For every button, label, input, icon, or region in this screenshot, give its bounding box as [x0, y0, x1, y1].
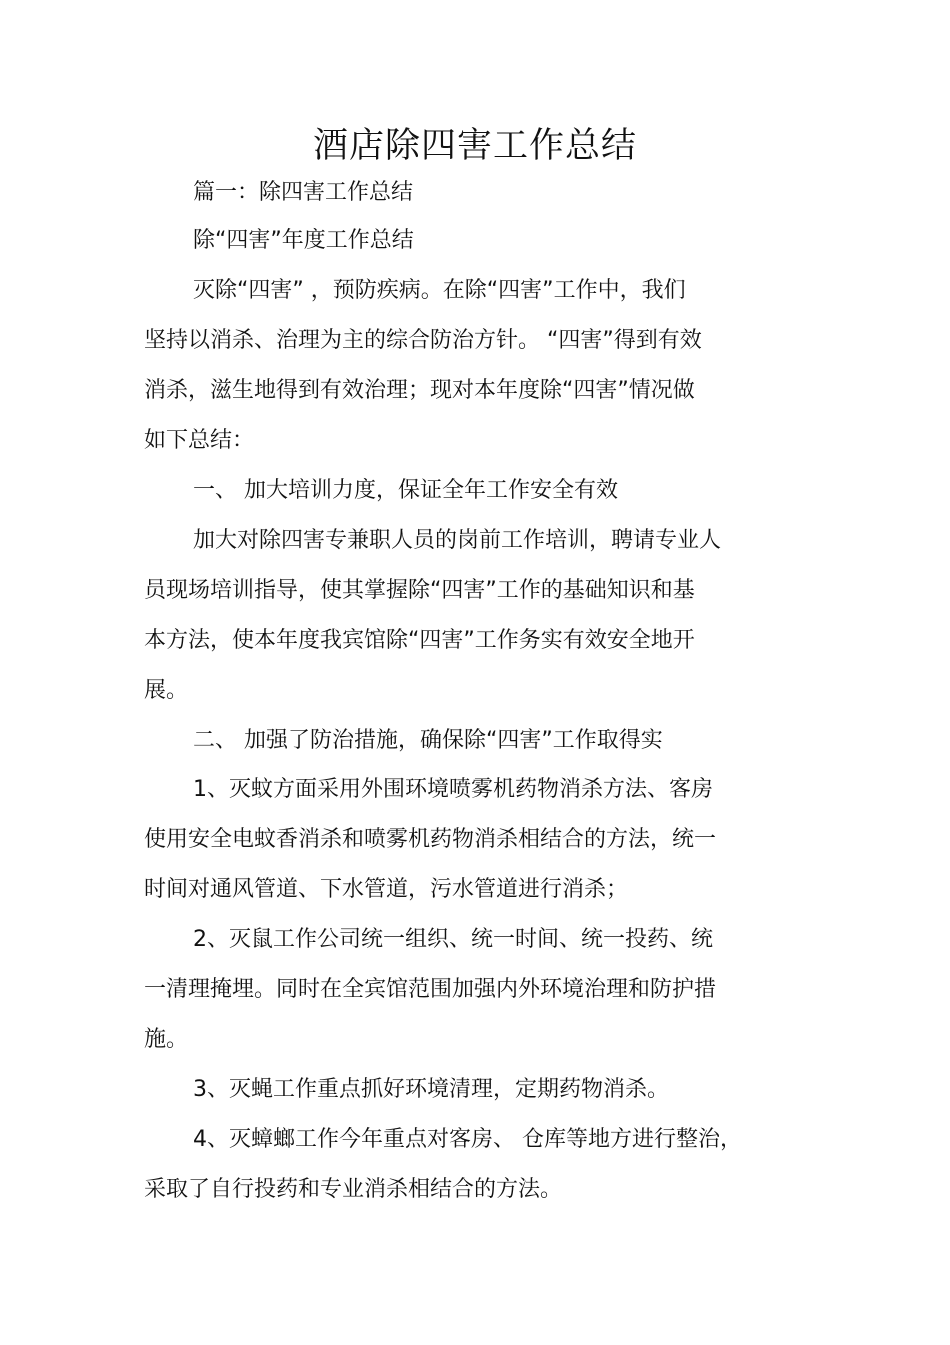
paragraph-line: 展。: [144, 678, 189, 703]
paragraph-line: 使用安全电蚊香消杀和喷雾机药物消杀相结合的方法，统一: [144, 827, 717, 852]
list-item-line: 3、灭蝇工作重点抓好环境清理，定期药物消杀。: [193, 1077, 669, 1102]
paragraph-line: 一清理掩埋。同时在全宾馆范围加强内外环境治理和防护措: [144, 977, 717, 1002]
paragraph-line: 坚持以消杀、治理为主的综合防治方针。 “四害”得到有效: [144, 328, 702, 353]
paragraph-line: 灭除“四害” ，预防疾病。在除“四害”工作中，我们: [193, 278, 686, 303]
paragraph-line: 如下总结：: [144, 428, 255, 453]
list-item-line: 1、灭蚊方面采用外围环境喷雾机药物消杀方法、客房: [193, 777, 713, 802]
subtitle-annual-summary: 除“四害”年度工作总结: [193, 228, 414, 253]
section-heading-part-one: 篇一：除四害工作总结: [193, 180, 414, 205]
list-item-line: 2、灭鼠工作公司统一组织、统一时间、统一投药、统: [193, 927, 713, 952]
paragraph-line: 加大对除四害专兼职人员的岗前工作培训，聘请专业人: [193, 528, 722, 553]
section-heading-one: 一、 加大培训力度，保证全年工作安全有效: [193, 478, 618, 503]
document-title: 酒店除四害工作总结: [312, 126, 637, 166]
paragraph-line: 施。: [144, 1027, 189, 1052]
paragraph-line: 时间对通风管道、下水管道，污水管道进行消杀；: [144, 877, 629, 902]
paragraph-line: 采取了自行投药和专业消杀相结合的方法。: [144, 1177, 563, 1202]
paragraph-line: 员现场培训指导，使其掌握除“四害”工作的基础知识和基: [144, 578, 695, 603]
list-item-line: 4、灭蟑螂工作今年重点对客房、 仓库等地方进行整治，: [193, 1127, 742, 1152]
paragraph-line: 本方法，使本年度我宾馆除“四害”工作务实有效安全地开: [144, 628, 695, 653]
section-heading-two: 二、 加强了防治措施，确保除“四害”工作取得实: [193, 728, 663, 753]
paragraph-line: 消杀，滋生地得到有效治理；现对本年度除“四害”情况做: [144, 378, 695, 403]
